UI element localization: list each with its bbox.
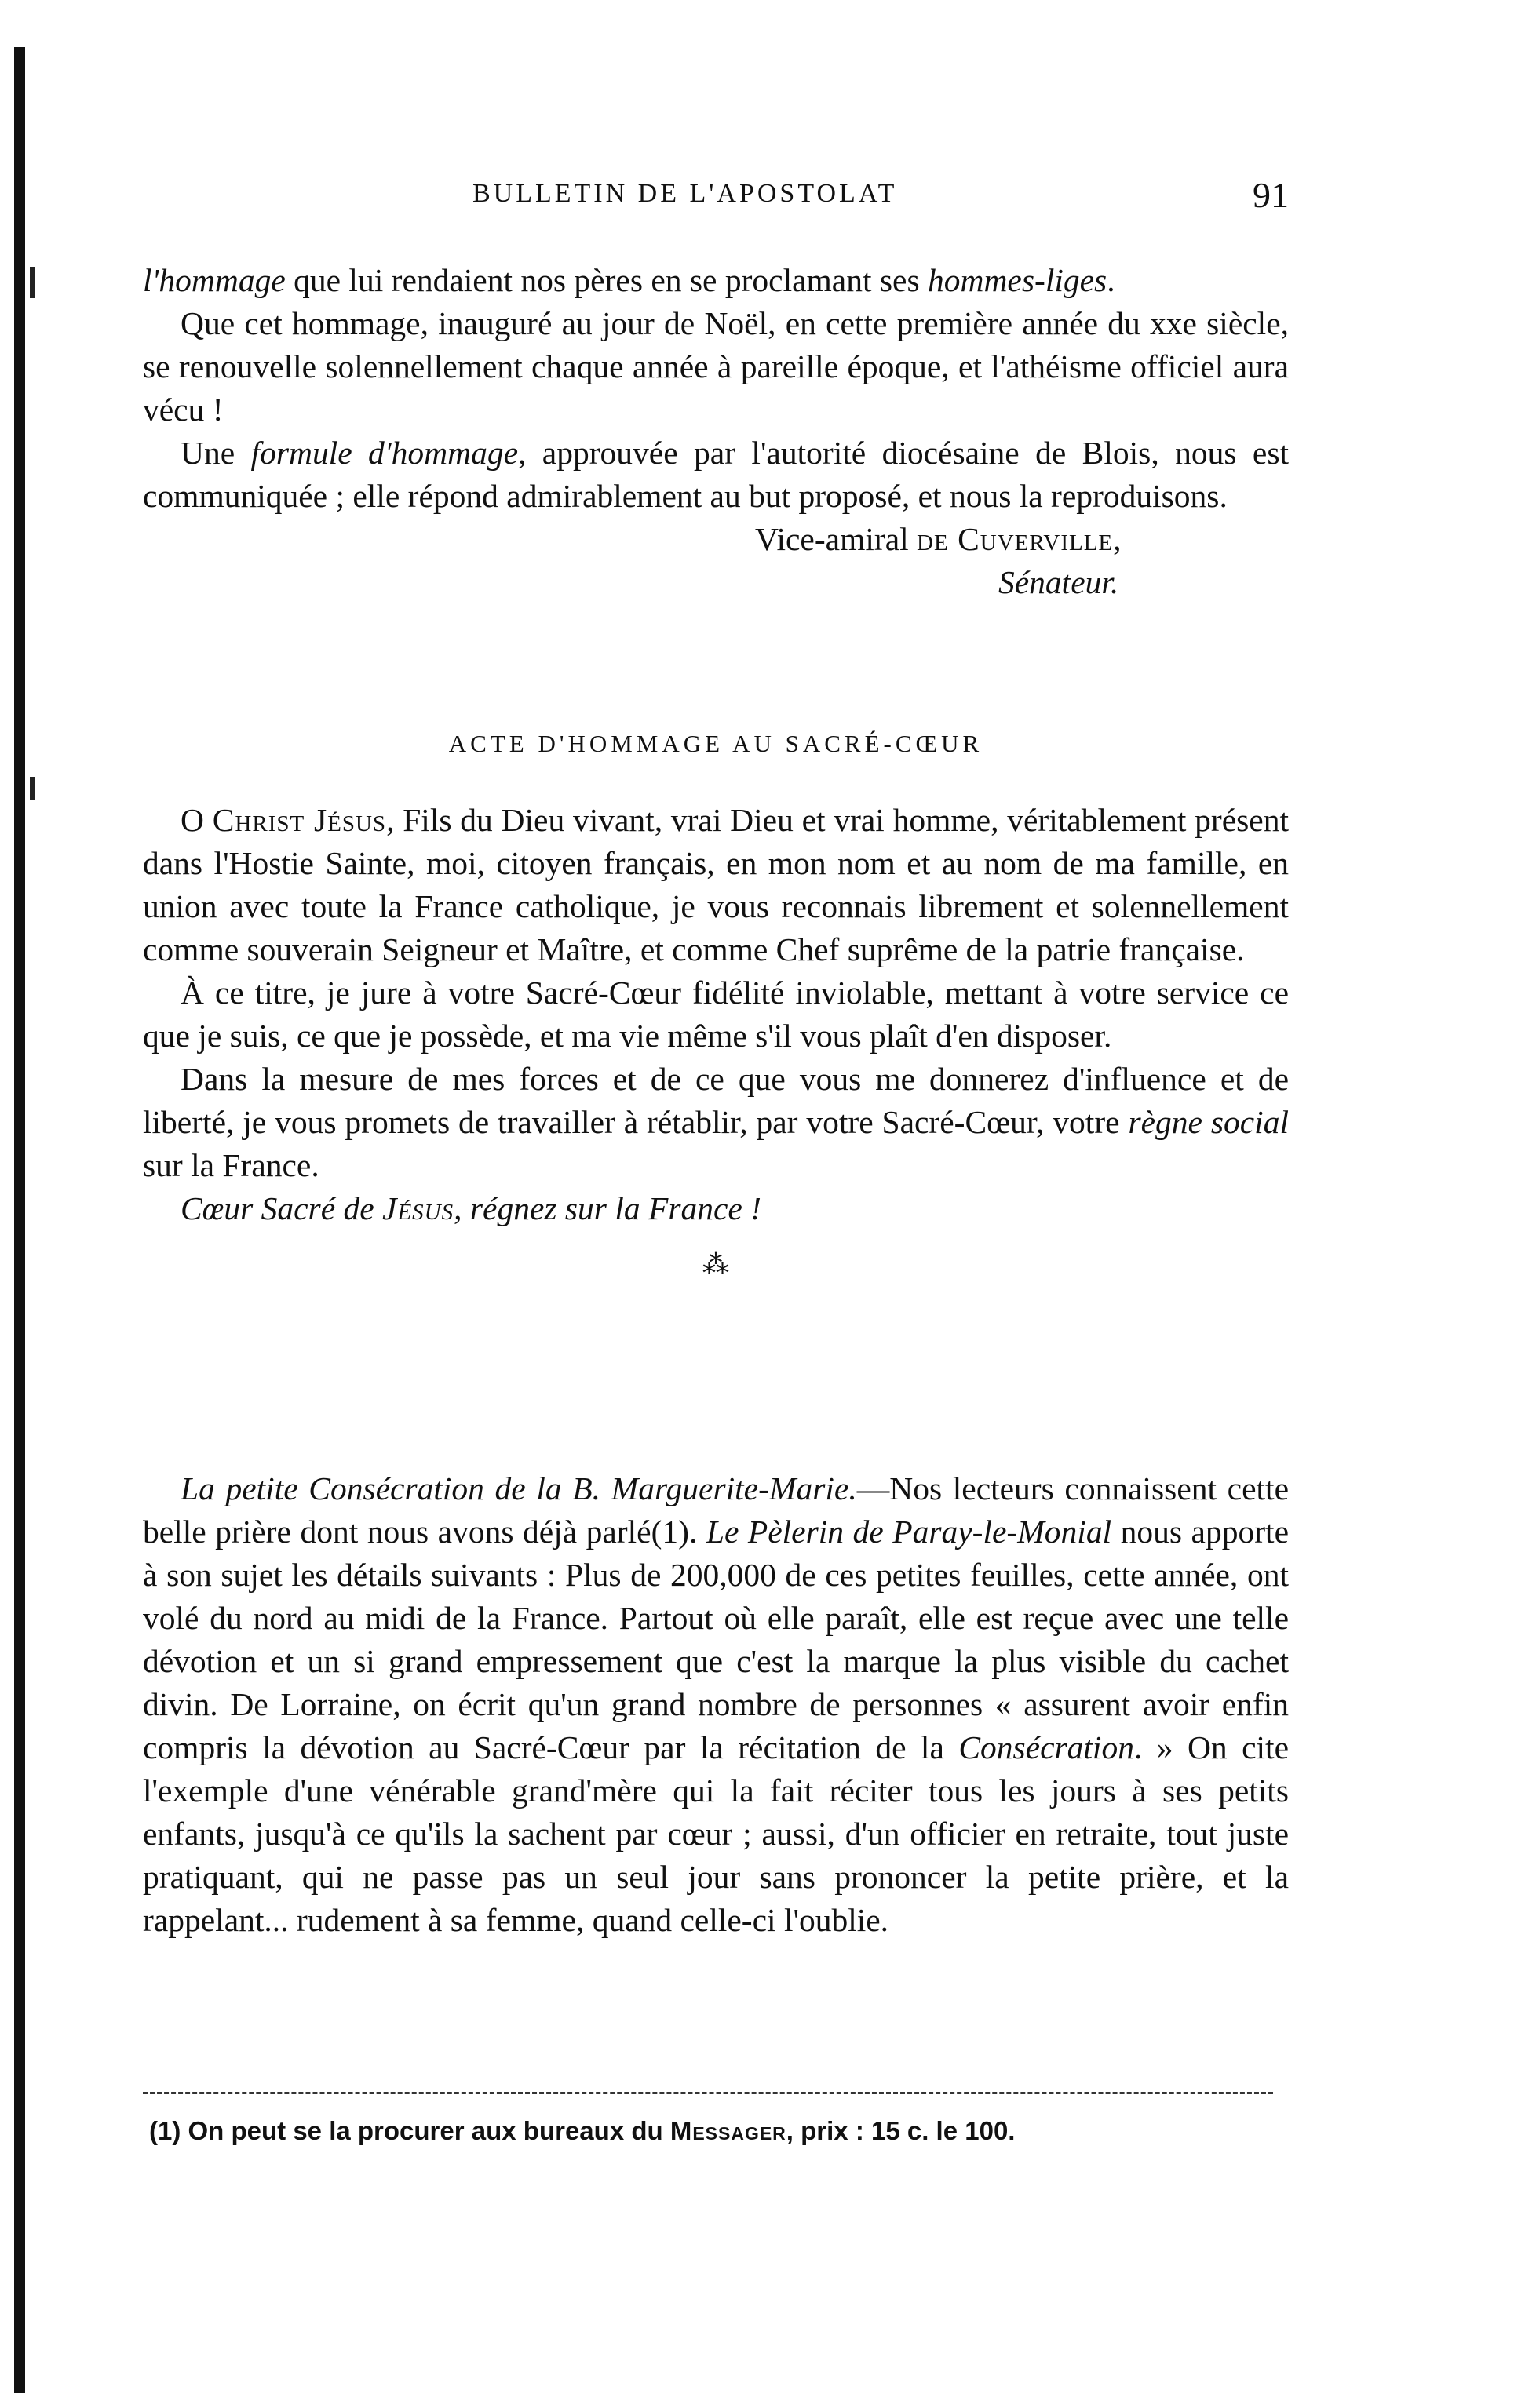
act-invocation [143, 1187, 1289, 1230]
text-run: . [1107, 262, 1115, 298]
text-run: nous apporte à son sujet les détails suivants : Plus de 200,000 de ces petites feuilles, cette année, ont volé du nord au midi de la France. Partout où elle paraît, elle est reçue avec une telle dévotion et un si grand empressement que c'est la marque la plus visible du cachet divin. De Lorraine, on écrit qu'un grand nombre de personnes « assurent avoir enfin compris la dévotion au Sacré-Cœur par la récitation de la [143, 1514, 1289, 1765]
text-run: que lui rendaient nos pères en se proclamant ses [285, 262, 928, 298]
small-caps-run: Messager [669, 2116, 786, 2145]
text-run: —Nos lecteurs connaissent cette belle prière dont nous avons déjà parlé(1). [143, 1470, 1289, 1550]
paragraph-hommage [143, 259, 1289, 302]
emphasis: règne social [1128, 1104, 1289, 1140]
emphasis: formule d'hommage [250, 435, 519, 471]
binding-mark [30, 777, 35, 800]
emphasis: Cœur Sacré de [181, 1190, 383, 1226]
emphasis: hommes-liges [927, 262, 1107, 298]
text-run: , Fils du Dieu vivant, vrai Dieu et vrai homme, véritablement présent dans l'Hostie Sainte, moi, citoyen français, en mon nom et au nom de ma famille, en union avec toute la France catholique, je vous reconnais librement et solennellement comme souverain Seigneur et Maître, et comme Chef suprême de la patrie française. [143, 802, 1289, 967]
signature-title: Sénateur. [998, 564, 1119, 600]
page-header [143, 174, 1289, 221]
text-run: (1) On peut se la procurer aux bureaux du [149, 2116, 670, 2145]
act-paragraph-2: À ce titre, je jure à votre Sacré-Cœur fidélité inviolable, mettant à votre service ce que je suis, ce que je possède, et ma vie même s'il vous plaît d'en disposer. [143, 974, 1289, 1054]
act-paragraph-3 [143, 1058, 1289, 1187]
text-run: , approuvée par l'autorité diocésaine de Blois, nous est communiquée ; elle répond admirablement au but proposé, et nous la reproduisons. [143, 435, 1289, 514]
signature-prefix: Vice-amiral [755, 521, 918, 557]
emphasis: , régnez sur la France ! [454, 1190, 762, 1226]
text-run: Une [181, 435, 251, 471]
asterism-separator: ⁂ [702, 1251, 729, 1280]
binding-mark [30, 267, 35, 298]
act-paragraph-1 [143, 799, 1289, 971]
signature [143, 518, 1289, 561]
emphasis: l'hommage [143, 262, 286, 298]
text-run: O [181, 802, 213, 838]
text-run: sur la France. [143, 1147, 319, 1183]
paragraph-formule [143, 432, 1289, 518]
divine-name: Christ Jésus [212, 802, 387, 838]
emphasis: La petite Consécration de la B. Marguerite-Marie. [181, 1470, 857, 1506]
signature-name: de Cuverville, [917, 521, 1122, 557]
paragraph-noel: Que cet hommage, inauguré au jour de Noël, en cette première année du xxe siècle, se renouvelle solennellement chaque année à pareille époque, et l'athéisme officiel aura vécu ! [143, 305, 1289, 428]
emphasis: Le Pèlerin de Paray-le-Monial [706, 1514, 1112, 1550]
divine-name: Jésus [382, 1190, 454, 1226]
consecration-section [143, 1467, 1289, 1942]
page-number: 91 [1253, 175, 1289, 215]
footnote-rule [143, 2092, 1273, 2094]
section-title: ACTE D'HOMMAGE AU SACRÉ-CŒUR [448, 730, 983, 757]
page-binding-edge [14, 47, 25, 2393]
act-section [143, 730, 1289, 1280]
intro-text [143, 259, 1289, 604]
footnote [149, 2115, 1279, 2147]
emphasis: Consécration [958, 1729, 1134, 1765]
text-run: . » On cite l'exemple d'une vénérable grand'mère qui la fait réciter tous les jours à ses petits enfants, jusqu'à ce qu'ils la sachent par cœur ; aussi, d'un officier en retraite, tout juste pratiquant, qui ne passe pas un seul jour sans prononcer la petite prière, et la rappelant... rudement à sa femme, quand celle-ci l'oublie. [143, 1729, 1289, 1938]
signature-title-line [143, 561, 1289, 604]
consecration-paragraph [143, 1467, 1289, 1942]
text-run: Dans la mesure de mes forces et de ce que vous me donnerez d'influence et de liberté, je vous promets de travailler à rétablir, par votre Sacré-Cœur, votre [143, 1061, 1289, 1140]
running-head: BULLETIN DE L'APOSTOLAT [472, 179, 898, 208]
text-run: , prix : 15 c. le 100. [786, 2116, 1016, 2145]
